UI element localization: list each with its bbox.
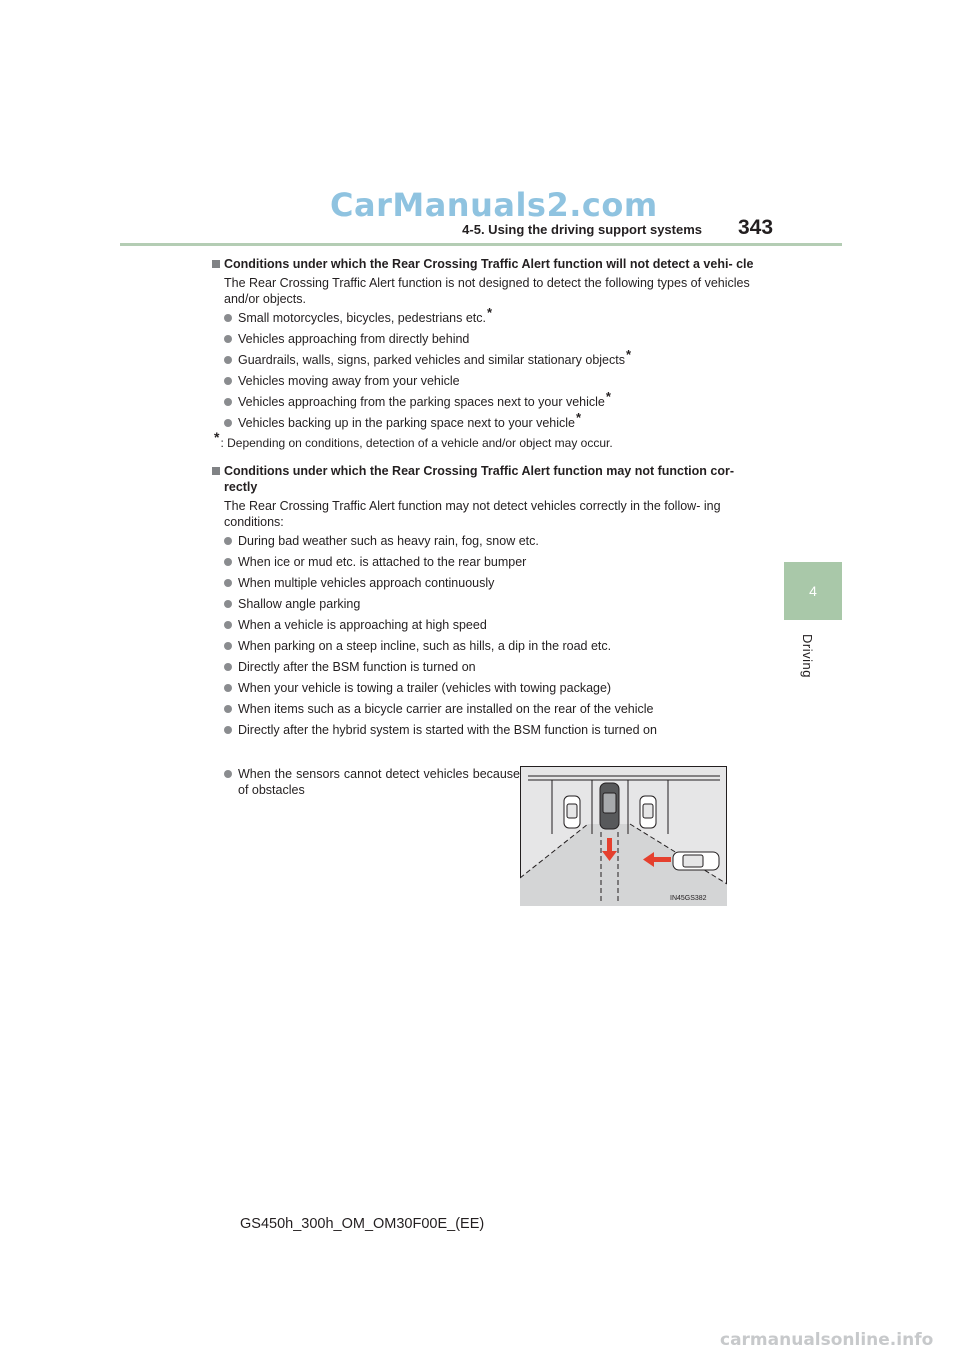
header-rule — [120, 243, 842, 246]
section2-title: Conditions under which the Rear Crossing Traffic Alert function may not function cor- rectly — [212, 463, 760, 495]
bullet-icon — [224, 621, 232, 629]
list-item: Directly after the BSM function is turned on — [224, 659, 760, 675]
bullet-icon — [224, 663, 232, 671]
bullet-icon — [224, 642, 232, 650]
list-item: When your vehicle is towing a trailer (vehicles with towing package) — [224, 680, 760, 696]
footnote: *: Depending on conditions, detection of a vehicle and/or object may occur. — [214, 429, 613, 450]
footer-model-code: GS450h_300h_OM_OM30F00E_(EE) — [240, 1216, 485, 1232]
chapter-tab[interactable] — [784, 562, 842, 620]
chapter-number: 4 — [809, 583, 817, 599]
list-item-obstacles: When the sensors cannot detect vehicles because of obstacles — [224, 766, 520, 798]
list-item: Small motorcycles, bicycles, pedestrians etc.* — [224, 310, 760, 326]
list-item: Vehicles approaching from directly behind — [224, 331, 760, 347]
list-item: When multiple vehicles approach continuously — [224, 575, 760, 591]
bullet-icon — [224, 705, 232, 713]
list-item: During bad weather such as heavy rain, fog, snow etc. — [224, 533, 760, 549]
watermark-footer: carmanualsonline.info — [720, 1330, 934, 1350]
page-number: 343 — [738, 216, 774, 239]
bullet-icon — [224, 558, 232, 566]
bullet-icon — [224, 377, 232, 385]
bullet-icon — [224, 579, 232, 587]
bullet-icon — [224, 684, 232, 692]
bullet-icon — [224, 335, 232, 343]
list-item: Vehicles backing up in the parking space next to your vehicle* — [224, 415, 760, 431]
own-vehicle — [600, 783, 619, 829]
bullet-icon — [224, 537, 232, 545]
list-item: When items such as a bicycle carrier are installed on the rear of the vehicle — [224, 701, 760, 717]
parked-car-right — [640, 796, 656, 828]
list-item: Guardrails, walls, signs, parked vehicles and similar stationary objects* — [224, 352, 760, 368]
square-bullet-icon — [212, 467, 220, 475]
bullet-icon — [224, 600, 232, 608]
bullet-icon — [224, 398, 232, 406]
square-bullet-icon — [212, 260, 220, 268]
section2-intro: The Rear Crossing Traffic Alert function may not detect vehicles correctly in the follow- ing conditions: — [224, 499, 721, 529]
figure-code: IN45GS382 — [670, 895, 707, 902]
approaching-car — [673, 852, 719, 870]
bullet-icon — [224, 726, 232, 734]
list-item: Directly after the hybrid system is started with the BSM function is turned on — [224, 722, 760, 738]
chapter-label: Driving — [800, 634, 815, 678]
watermark-logo: CarManuals2.com — [330, 186, 658, 224]
list-item: When a vehicle is approaching at high speed — [224, 617, 760, 633]
list-item: Vehicles moving away from your vehicle — [224, 373, 760, 389]
header-section-title: 4-5. Using the driving support systems — [462, 222, 702, 237]
section2-list — [212, 533, 760, 738]
list-item: Shallow angle parking — [224, 596, 760, 612]
list-item: When ice or mud etc. is attached to the rear bumper — [224, 554, 760, 570]
list-item: When parking on a steep incline, such as hills, a dip in the road etc. — [224, 638, 760, 654]
parked-car-left — [564, 796, 580, 828]
list-item: Vehicles approaching from the parking spaces next to your vehicle* — [224, 394, 760, 410]
section1-title: Conditions under which the Rear Crossing Traffic Alert function will not detect a vehi- cle — [212, 256, 760, 272]
parking-illustration — [520, 766, 727, 906]
section1-list — [212, 304, 760, 431]
page-content — [212, 256, 760, 743]
bullet-icon — [224, 770, 232, 778]
section1-intro: The Rear Crossing Traffic Alert function is not designed to detect the following types of vehicles and/or objects. — [224, 276, 750, 306]
bullet-icon — [224, 419, 232, 427]
bullet-icon — [224, 356, 232, 364]
bullet-icon — [224, 314, 232, 322]
